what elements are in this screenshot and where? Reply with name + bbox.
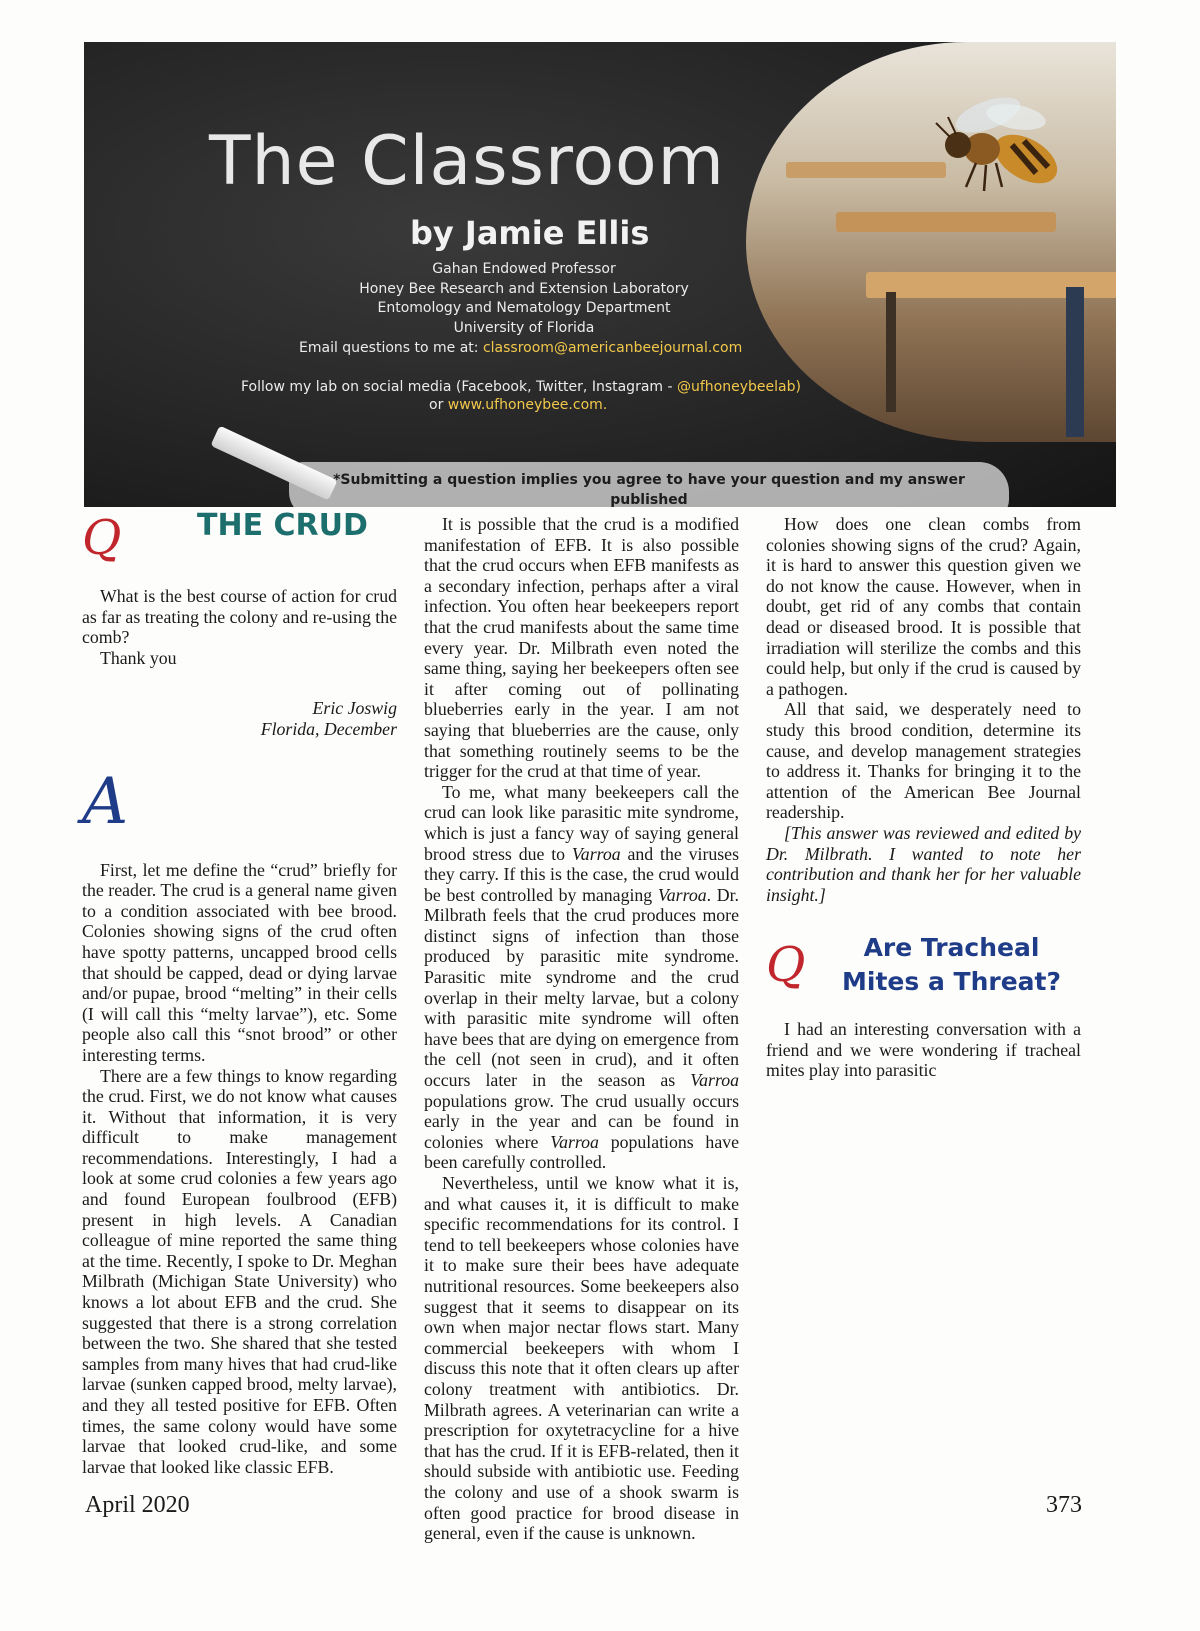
column-1 [82,508,398,1477]
question-mark-letter: Q [82,510,122,566]
question-title-line: Mites a Threat? [842,967,1061,997]
desk-leg [886,292,896,412]
email-link[interactable]: classroom@americanbeejournal.com [482,340,743,356]
answer-paragraph: How does one clean combs from colonies showing signs of the crud? Again, it is hard to answer this question given we do not know the cause. However, when in doubt, get rid of any combs that contain dead or diseased brood. It is possible that irradiation will sterilize the combs and this could help, but only if the crud is caused by a pathogen. [766,514,1081,699]
issue-date: April 2020 [85,1492,190,1518]
column-banner [84,42,1116,507]
credential-line: Honey Bee Research and Extension Laboratory [359,280,689,297]
website-link[interactable]: www.ufhoneybee.com. [447,397,608,413]
column-2 [424,514,739,1544]
column-title: The Classroom [209,122,725,201]
column-3 [766,514,1081,1081]
email-label: Email questions to me at: [299,340,483,356]
author-credentials [244,260,804,338]
question-signature [82,698,397,739]
answer-paragraph: There are a few things to know regarding the crud. First, we do not know what causes it. Without that information, it is very difficult to make management recommendations. Interestingly, I had a look at some crud colonies a few years ago and found European foulbrood (EFB) present in high levels. A Canadian colleague of mine reported the same thing at the time. Recently, I spoke to Dr. Meghan Milbrath (Michigan State University) who knows a lot about EFB and the crud. She suggested that there is a strong correlation between the two. She shared that she tested samples from many hives that had crud-like larvae (sunken capped brood, melty larvae), and they all tested positive for EFB. Often times, the same colony would have some larvae that looked crud-like, and some larvae that looked like classic EFB. [82,1065,397,1477]
question-heading [766,931,1081,1019]
question-author: Eric Joswig [312,698,397,719]
answer-paragraph: To me, what many beekeepers call the crud can look like parasitic mite syndrome, which is just a fancy way of saying general brood stress due to Varroa and the viruses they carry. If this is the case, the crud would be best controlled by managing Varroa. Dr. Milbrath feels that the crud produces more distinct signs of infection than those produced by parasitic mite syndrome. Parasitic mite syndrome and the crud overlap in their melty larvae, but a colony with parasitic mite syndrome will often have bees that are dying on emergence from the cell (not seen in crud), and it often occurs later in the season as Varroa populations grow. The crud usually occurs early in the year and can be found in colonies where Varroa populations have been carefully controlled. [424,781,740,1173]
answer-paragraph: All that said, we desperately need to study this brood condition, determine its cause, and develop management strategies to address it. Thanks for bringing it to the attention of the American Bee Journal readership. [766,699,1081,823]
page-number: 373 [1046,1492,1082,1518]
submission-disclaimer [314,470,984,507]
desk-leg [1066,287,1084,437]
credential-line: Entomology and Nematology Department [377,300,671,316]
disclaimer-line: *Submitting a question implies you agree to have your question and my answer published [333,472,965,507]
credential-line: Gahan Endowed Professor [432,261,616,277]
social-line [241,379,801,395]
desk-shape [786,162,946,178]
answer-paragraph: It is possible that the crud is a modified manifestation of EFB. It is also possible that the crud occurs when EFB manifests as a secondary infection, perhaps after a viral infection. You often hear beekeepers report that the crud manifests about the same time every year. Dr. Milbrath even noted the same thing, saying her beekeepers often see it after coming out of pollinating blueberries early in the year. I am not saying that blueberries are the cause, only that something routinely seems to be the trigger for the crud at that time of year. [424,514,739,782]
email-line [299,340,742,356]
question-heading [82,508,397,576]
author-byline: by Jamie Ellis [410,214,650,252]
credential-line: University of Florida [453,319,595,336]
question-title [842,931,1061,999]
answer-paragraph: Nevertheless, until we know what it is, and what causes it, it is difficult to make specific recommendations for its control. I tend to tell beekeepers whose colonies have it to make sure their bees have adequate nutritional resources. Some beekeepers also suggest that it seems to disappear on its own when major nectar flows start. Many commercial beekeepers with whom I discuss this note that it often clears up after colony treatment with antibiotics. Dr. Milbrath agrees. A veterinarian can write a prescription for oxytetracycline for a hive that has the crud. If it is EFB-related, then it should subside with antibiotic use. Feeding the colony and use of a shook swarm is often good practice for brood disease in general, even if the cause is unknown. [424,1173,739,1544]
editor-note: [This answer was reviewed and edited by Dr. Milbrath. I wanted to note her contribution and thank her for her valuable insight.] [766,822,1081,905]
answer-mark-letter: A [82,764,129,839]
question-body: I had an interesting conversation with a friend and we were wondering if tracheal mites play into parasitic [766,1019,1081,1081]
question-body: What is the best course of action for crud as far as treating the colony and re-using the comb? [82,586,398,648]
question-location: Florida, December [260,718,397,739]
question-title-line: Are Tracheal [863,933,1040,963]
social-label: Follow my lab on social media (Facebook, Twitter, Instagram - [241,379,677,395]
question-mark-letter: Q [766,937,806,994]
social-handle-link[interactable]: @ufhoneybeelab) [677,379,801,395]
question-closing: Thank you [100,647,177,668]
answer-paragraph: First, let me define the “crud” briefly for the reader. The crud is a general name given to a condition associated with bee brood. Colonies showing signs of the crud often have spotty patterns, uncapped brood cells that should be capped, dead or dying larvae and/or pupae, brood “melting” in their cells (I will call this “melty larvae”), etc. Some people also call this “snot brood” or other interesting terms. [82,859,397,1065]
website-label: or [429,397,448,413]
desk-shape [836,212,1056,232]
website-line [429,397,607,413]
honey-bee-icon [926,87,1076,207]
question-title: THE CRUD [197,508,368,543]
